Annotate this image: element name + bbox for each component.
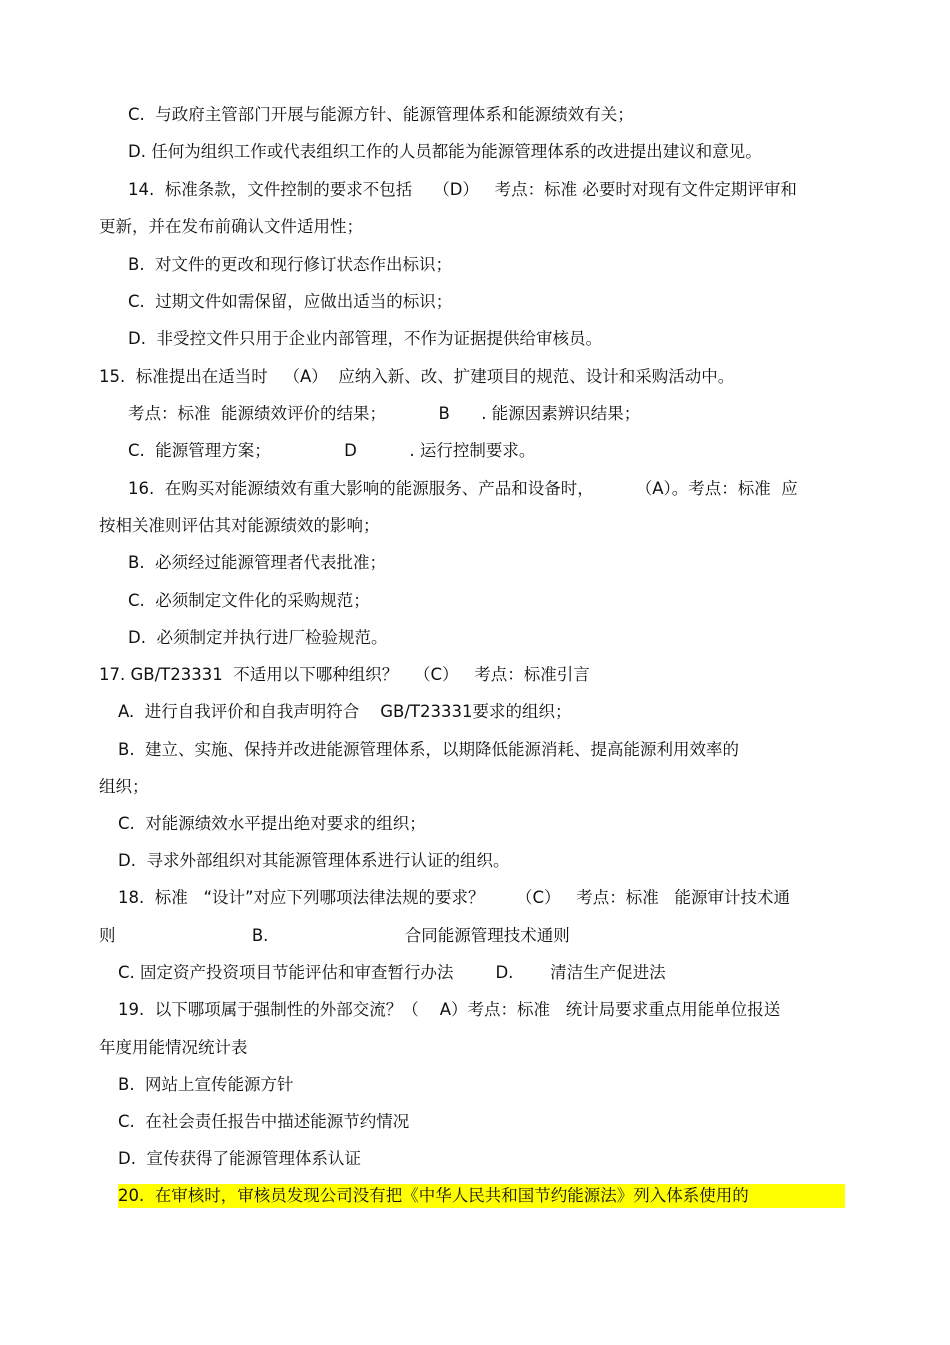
text-line: D. 任何为组织工作或代表组织工作的人员都能为能源管理体系的改进提出建议和意见。 bbox=[128, 142, 762, 161]
option-d: D. 非受控文件只用于企业内部管理，不作为证据提供给审核员。 bbox=[128, 329, 602, 348]
question-16: 16. 在购买对能源绩效有重大影响的能源服务、产品和设备时， （A）。考点：标准 应 bbox=[128, 479, 798, 498]
text-line: 按相关准则评估其对能源绩效的影响； bbox=[99, 516, 380, 535]
option-b: B. 对文件的更改和现行修订状态作出标识； bbox=[128, 255, 453, 274]
option-b: B. 建立、实施、保持并改进能源管理体系，以期降低能源消耗、提高能源利用效率的 bbox=[118, 740, 740, 759]
question-14: 14. 标准条款，文件控制的要求不包括 （D） 考点：标准 必要时对现有文件定期评审和 bbox=[128, 180, 797, 199]
option-line: 考点：标准 能源绩效评价的结果； B . 能源因素辨识结果； bbox=[128, 404, 641, 423]
text-line: C. 与政府主管部门开展与能源方针、能源管理体系和能源绩效有关； bbox=[128, 105, 634, 124]
option-b: B. 必须经过能源管理者代表批准； bbox=[128, 553, 387, 572]
option-c: C. 对能源绩效水平提出绝对要求的组织； bbox=[118, 814, 426, 833]
question-17: 17. GB/T23331 不适用以下哪种组织？ （C） 考点：标准引言 bbox=[99, 665, 590, 684]
option-c: C. 在社会责任报告中描述能源节约情况 bbox=[118, 1112, 410, 1131]
option-d: D. 必须制定并执行进厂检验规范。 bbox=[128, 628, 388, 647]
option-line: 则 B. 合同能源管理技术通则 bbox=[99, 926, 570, 945]
option-line: C. 固定资产投资项目节能评估和审查暂行办法 D. 清洁生产促进法 bbox=[118, 963, 666, 982]
option-d: D. 宣传获得了能源管理体系认证 bbox=[118, 1149, 361, 1168]
text-line: 年度用能情况统计表 bbox=[99, 1038, 248, 1057]
option-c: C. 必须制定文件化的采购规范； bbox=[128, 591, 370, 610]
question-20-highlighted: 20. 在审核时，审核员发现公司没有把《中华人民共和国节约能源法》列入体系使用的 bbox=[118, 1184, 845, 1208]
text-line: 更新，并在发布前确认文件适用性； bbox=[99, 217, 363, 236]
option-c: C. 过期文件如需保留，应做出适当的标识； bbox=[128, 292, 453, 311]
text-line: 组织； bbox=[99, 777, 149, 796]
question-18: 18. 标准 “设计”对应下列哪项法律法规的要求？ （C） 考点：标准 能源审计技术通 bbox=[118, 888, 791, 907]
option-a: A. 进行自我评价和自我声明符合 GB/T23331要求的组织； bbox=[118, 702, 572, 721]
option-line: C. 能源管理方案； D . 运行控制要求。 bbox=[128, 441, 536, 460]
option-d: D. 寻求外部组织对其能源管理体系进行认证的组织。 bbox=[118, 851, 510, 870]
question-19: 19. 以下哪项属于强制性的外部交流？（ A）考点：标准 统计局要求重点用能单位报送 bbox=[118, 1000, 781, 1019]
option-b: B. 网站上宣传能源方针 bbox=[118, 1075, 294, 1094]
question-15: 15. 标准提出在适当时 （A） 应纳入新、改、扩建项目的规范、设计和采购活动中。 bbox=[99, 367, 735, 386]
